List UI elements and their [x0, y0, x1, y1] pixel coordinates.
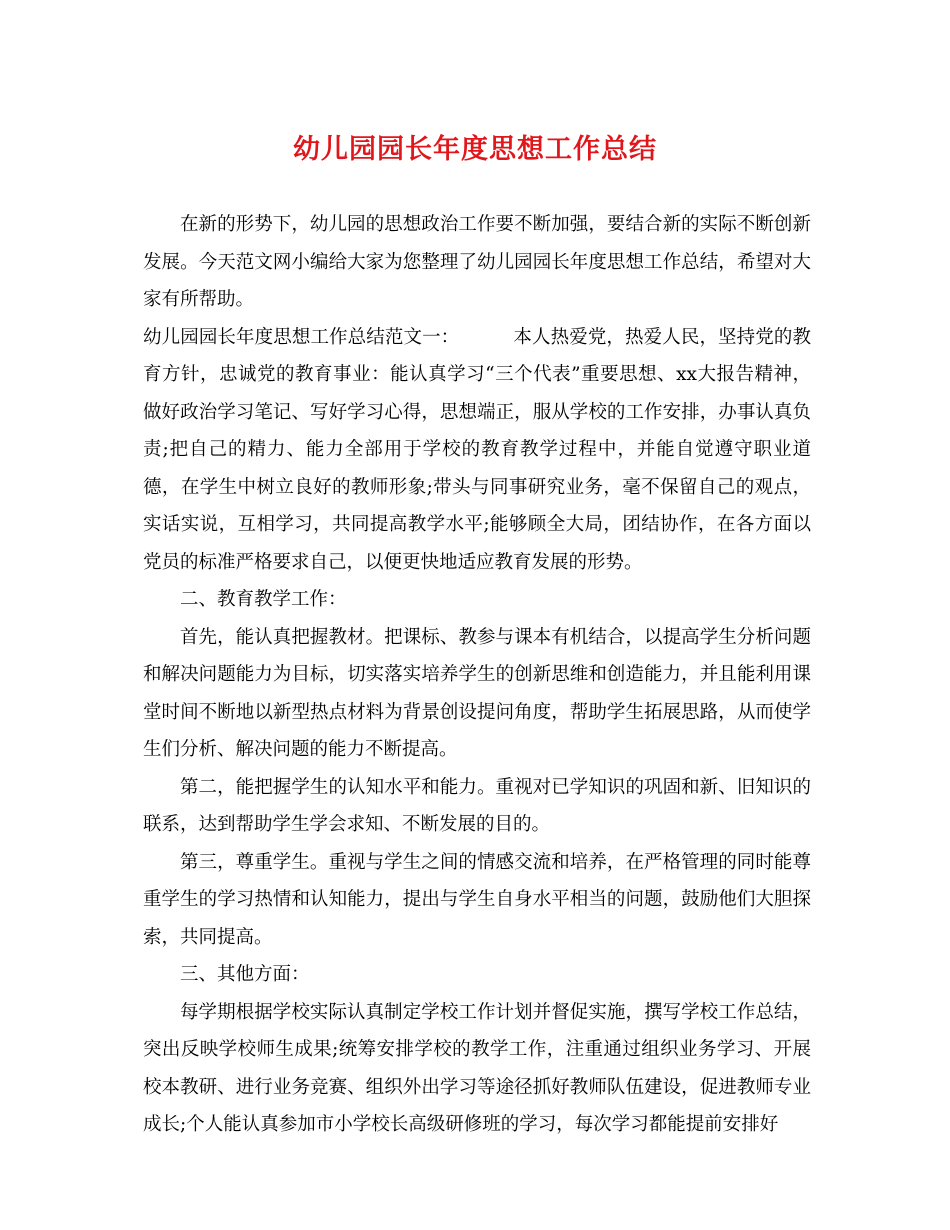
section-two-paragraph-3: 第三，尊重学生。重视与学生之间的情感交流和培养，在严格管理的同时能尊重学生的学习热情和认知能力，提出与学生自身水平相当的问题，鼓励他们大胆探索，共同提高。: [143, 851, 811, 948]
intro-paragraph: 在新的形势下，幼儿园的思想政治工作要不断加强，要结合新的实际不断创新发展。今天范文网小编给大家为您整理了幼儿园园长年度思想工作总结，希望对大家有所帮助。: [143, 214, 811, 310]
section-two-heading: 二、教育教学工作：: [180, 589, 347, 610]
document-title: 幼儿园园长年度思想工作总结: [293, 134, 657, 165]
section-two-paragraph-1: 首先，能认真把握教材。把课标、教参与课本有机结合，以提高学生分析问题和解决问题能力为目标，切实落实培养学生的创新思维和创造能力，并且能利用课堂时间不断地以新型热点材料为背景创设提问角度，帮助学生拓展思路，从而使学生们分析、解决问题的能力不断提高。: [143, 626, 811, 760]
sample-paragraph: [143, 319, 811, 582]
document-body: [143, 206, 811, 1144]
sample-heading: 幼儿园园长年度思想工作总结范文一：: [143, 326, 460, 348]
sample-first-paragraph: 本人热爱党，热爱人民，坚持党的教育方针，忠诚党的教育事业：能认真学习“三个代表”重要思想、xx大报告精神，做好政治学习笔记、写好学习心得，思想端正，服从学校的工作安排，办事认真负责;把自己的精力、能力全部用于学校的教育教学过程中，并能自觉遵守职业道德，在学生中树立良好的教师形象;带头与同事研究业务，毫不保留自己的观点，实话实说，互相学习，共同提高教学水平;能够顾全大局，团结协作，在各方面以党员的标准严格要求自己，以便更快地适应教育发展的形势。: [143, 326, 811, 573]
section-three-heading: 三、其他方面：: [180, 964, 310, 985]
section-two-paragraph-2: 第二，能把握学生的认知水平和能力。重视对已学知识的巩固和新、旧知识的联系，达到帮助学生学会求知、不断发展的目的。: [143, 776, 811, 835]
section-three-paragraph-1: 每学期根据学校实际认真制定学校工作计划并督促实施，撰写学校工作总结，突出反映学校师生成果;统筹安排学校的教学工作，注重通过组织业务学习、开展校本教研、进行业务竞赛、组织外出学习等途径抓好教师队伍建设，促进教师专业成长;个人能认真参加市小学校长高级研修班的学习，每次学习都能提前安排好: [143, 1001, 811, 1135]
